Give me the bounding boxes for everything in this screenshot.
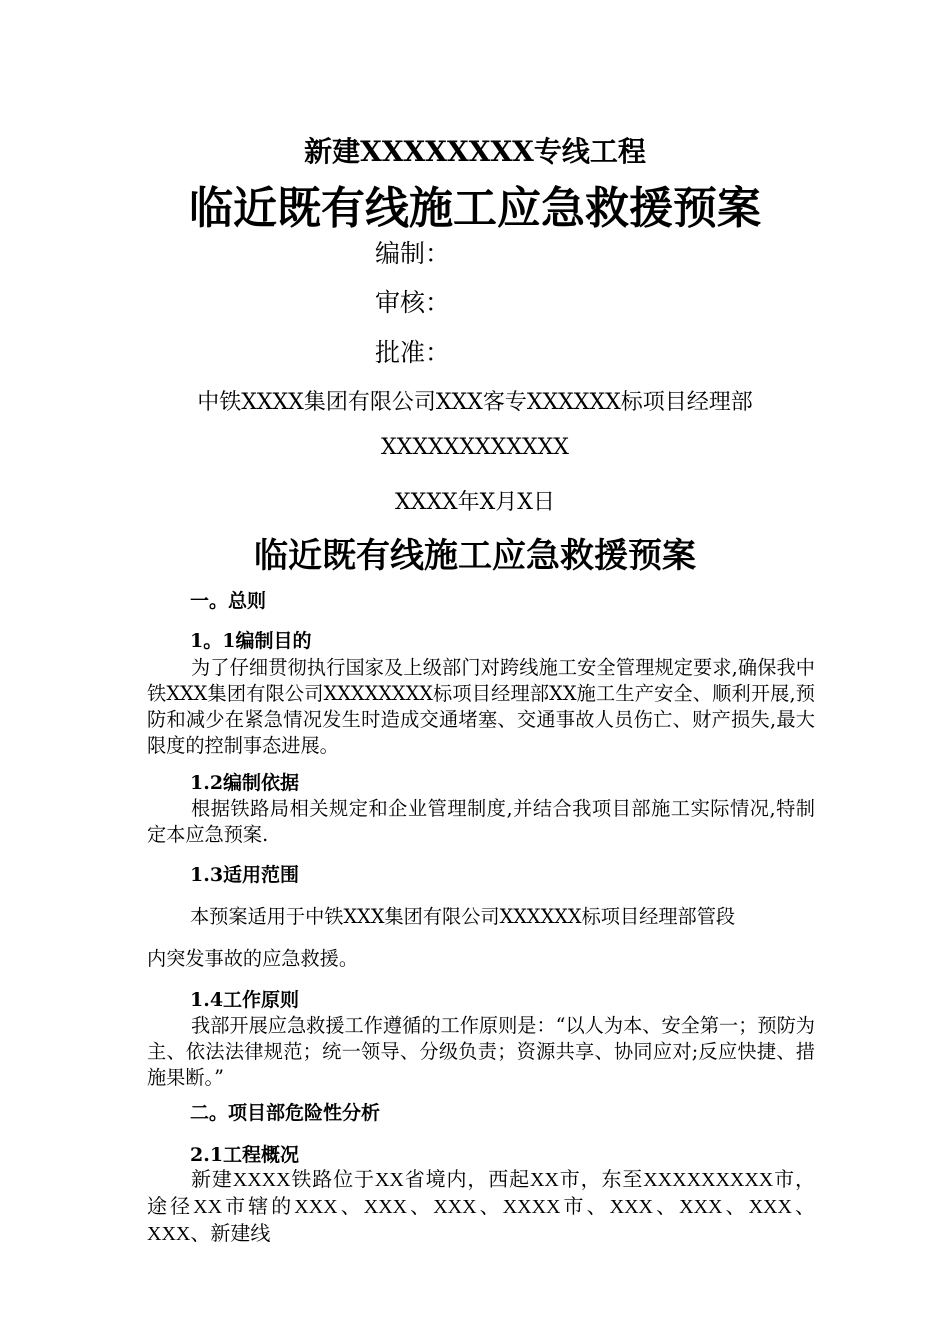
subsection-heading-purpose: 1。1编制目的 xyxy=(190,630,312,652)
paragraph-principles: 我部开展应急救援工作遵循的工作原则是：“以人为本、安全第一；预防为主、依法法律规范；统一领导、分级负责；资源共享、协同应对;反应快捷、措施果断。” xyxy=(147,1014,815,1089)
paragraph-scope-line-2: 内突发事故的应急救援。 xyxy=(147,947,359,970)
cover-title: 临近既有线施工应急救援预案 xyxy=(189,183,761,234)
project-subtitle: 新建XXXXXXXX专线工程 xyxy=(304,135,646,168)
reviewer-label: 审核： xyxy=(375,288,451,317)
subsection-heading-principles: 1.4工作原则 xyxy=(190,989,300,1011)
approver-label: 批准： xyxy=(375,338,451,367)
body-title: 临近既有线施工应急救援预案 xyxy=(254,536,696,576)
company-name: 中铁XXXX集团有限公司XXX客专XXXXXX标项目经理部 xyxy=(197,390,753,415)
subsection-heading-basis: 1.2编制依据 xyxy=(190,772,300,794)
section-heading-risk-analysis: 二。项目部危险性分析 xyxy=(190,1102,381,1124)
section-heading-general: 一。总则 xyxy=(190,590,267,612)
document-date: XXXX年X月X日 xyxy=(395,490,555,515)
paragraph-scope-line-1: 本预案适用于中铁XXX集团有限公司XXXXXX标项目经理部管段 xyxy=(190,905,736,928)
subsection-heading-overview: 2.1工程概况 xyxy=(190,1144,300,1166)
compiler-label: 编制： xyxy=(375,239,451,268)
paragraph-purpose: 为了仔细贯彻执行国家及上级部门对跨线施工安全管理规定要求,确保我中铁XXX集团有限公司XXXXXXXX标项目经理部XX施工生产安全、顺利开展,预防和减少在紧急情况发生时造成交通堵塞、交通事故人员伤亡、财产损失,最大限度的控制事态进展。 xyxy=(147,656,815,757)
document-code: XXXXXXXXXXXX xyxy=(381,435,569,460)
paragraph-basis: 根据铁路局相关规定和企业管理制度,并结合我项目部施工实际情况,特制定本应急预案. xyxy=(147,797,815,846)
paragraph-overview: 新建XXXX铁路位于XX省境内，西起XX市，东至XXXXXXXXX市，途径XX市辖的XXX、XXX、XXX、XXXX市、XXX、XXX、XXX、XXX、新建线 xyxy=(147,1169,815,1245)
subsection-heading-scope: 1.3适用范围 xyxy=(190,864,300,886)
